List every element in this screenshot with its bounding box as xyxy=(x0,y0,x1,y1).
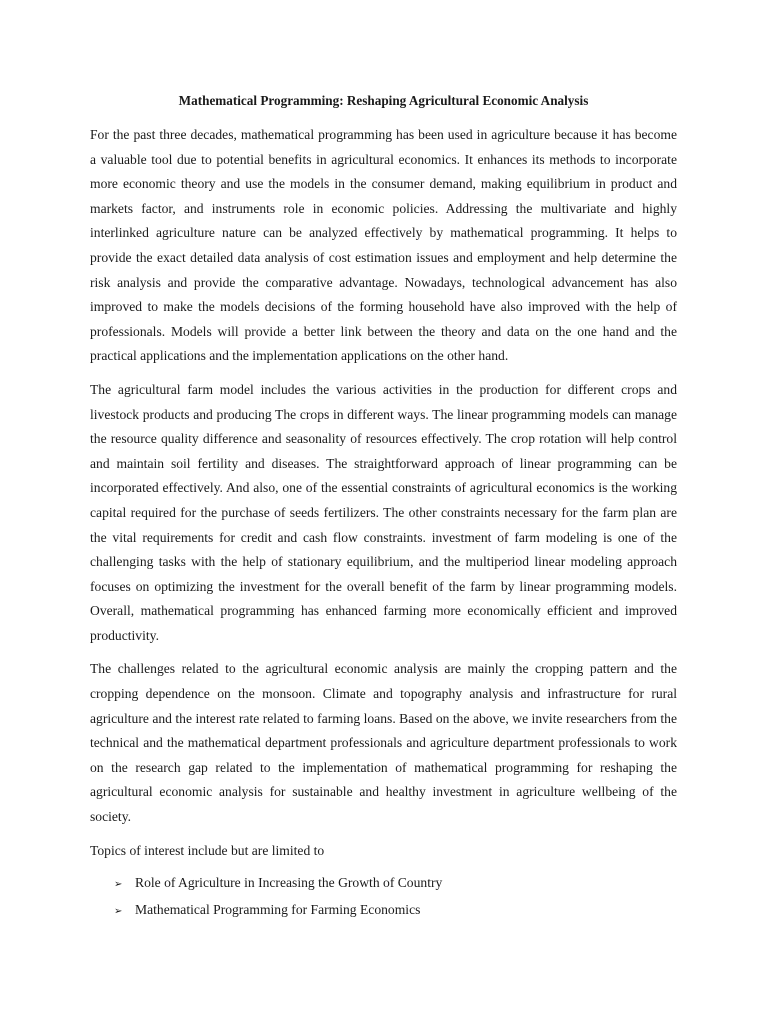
paragraph-2: The agricultural farm model includes the various activities in the production for different crops and livestock products and producing The crops in different ways. The linear programming models can manage the resource quality difference and seasonality of resources effectively. The crop rotation will help control and maintain soil fertility and diseases. The straightforward approach of linear programming can be incorporated effectively. And also, one of the essential constraints of agricultural economics is the working capital required for the purchase of seeds fertilizers. The other constraints necessary for the farm plan are the vital requirements for credit and cash flow constraints. investment of farm modeling is one of the challenging tasks with the help of stationary equilibrium, and the multiperiod linear modeling approach focuses on optimizing the investment for the overall benefit of the farm by linear programming models. Overall, mathematical programming has enhanced farming more economically efficient and improved productivity. xyxy=(90,381,677,643)
paragraph-1: For the past three decades, mathematical programming has been used in agriculture because it has become a valuable tool due to potential benefits in agricultural economics. It enhances its methods to incorporate more economic theory and use the models in the consumer demand, making equilibrium in product and markets factor, and instruments role in economic policies. Addressing the multivariate and highly interlinked agriculture nature can be analyzed effectively by mathematical programming. It helps to provide the exact detailed data analysis of cost estimation issues and employment and help determine the risk analysis and provide the comparative advantage. Nowadays, technological advancement has also improved to make the models decisions of the forming household have also improved with the help of professionals. Models will provide a better link between the theory and data on the one hand and the practical applications and the implementation applications on the other hand. xyxy=(90,127,677,364)
list-item xyxy=(114,871,677,898)
document-page xyxy=(90,90,677,924)
arrow-bullet-icon: ➢ xyxy=(114,879,123,891)
document-title: Mathematical Programming: Reshaping Agricultural Economic Analysis xyxy=(178,93,589,108)
topic-label: Role of Agriculture in Increasing the Growth of Country xyxy=(135,875,443,891)
topics-list xyxy=(90,871,677,924)
topic-label: Mathematical Programming for Farming Economics xyxy=(135,901,421,917)
list-item xyxy=(114,898,677,925)
topics-intro: Topics of interest include but are limited to xyxy=(90,842,325,858)
arrow-bullet-icon: ➢ xyxy=(114,905,123,917)
paragraph-3: The challenges related to the agricultural economic analysis are mainly the cropping pattern and the cropping dependence on the monsoon. Climate and topography analysis and infrastructure for rural agriculture and the interest rate related to farming loans. Based on the above, we invite researchers from the technical and the mathematical department professionals and agriculture department professionals to work on the research gap related to the implementation of mathematical programming for reshaping the agricultural economic analysis for sustainable and healthy investment in agriculture wellbeing of the society. xyxy=(90,661,677,825)
